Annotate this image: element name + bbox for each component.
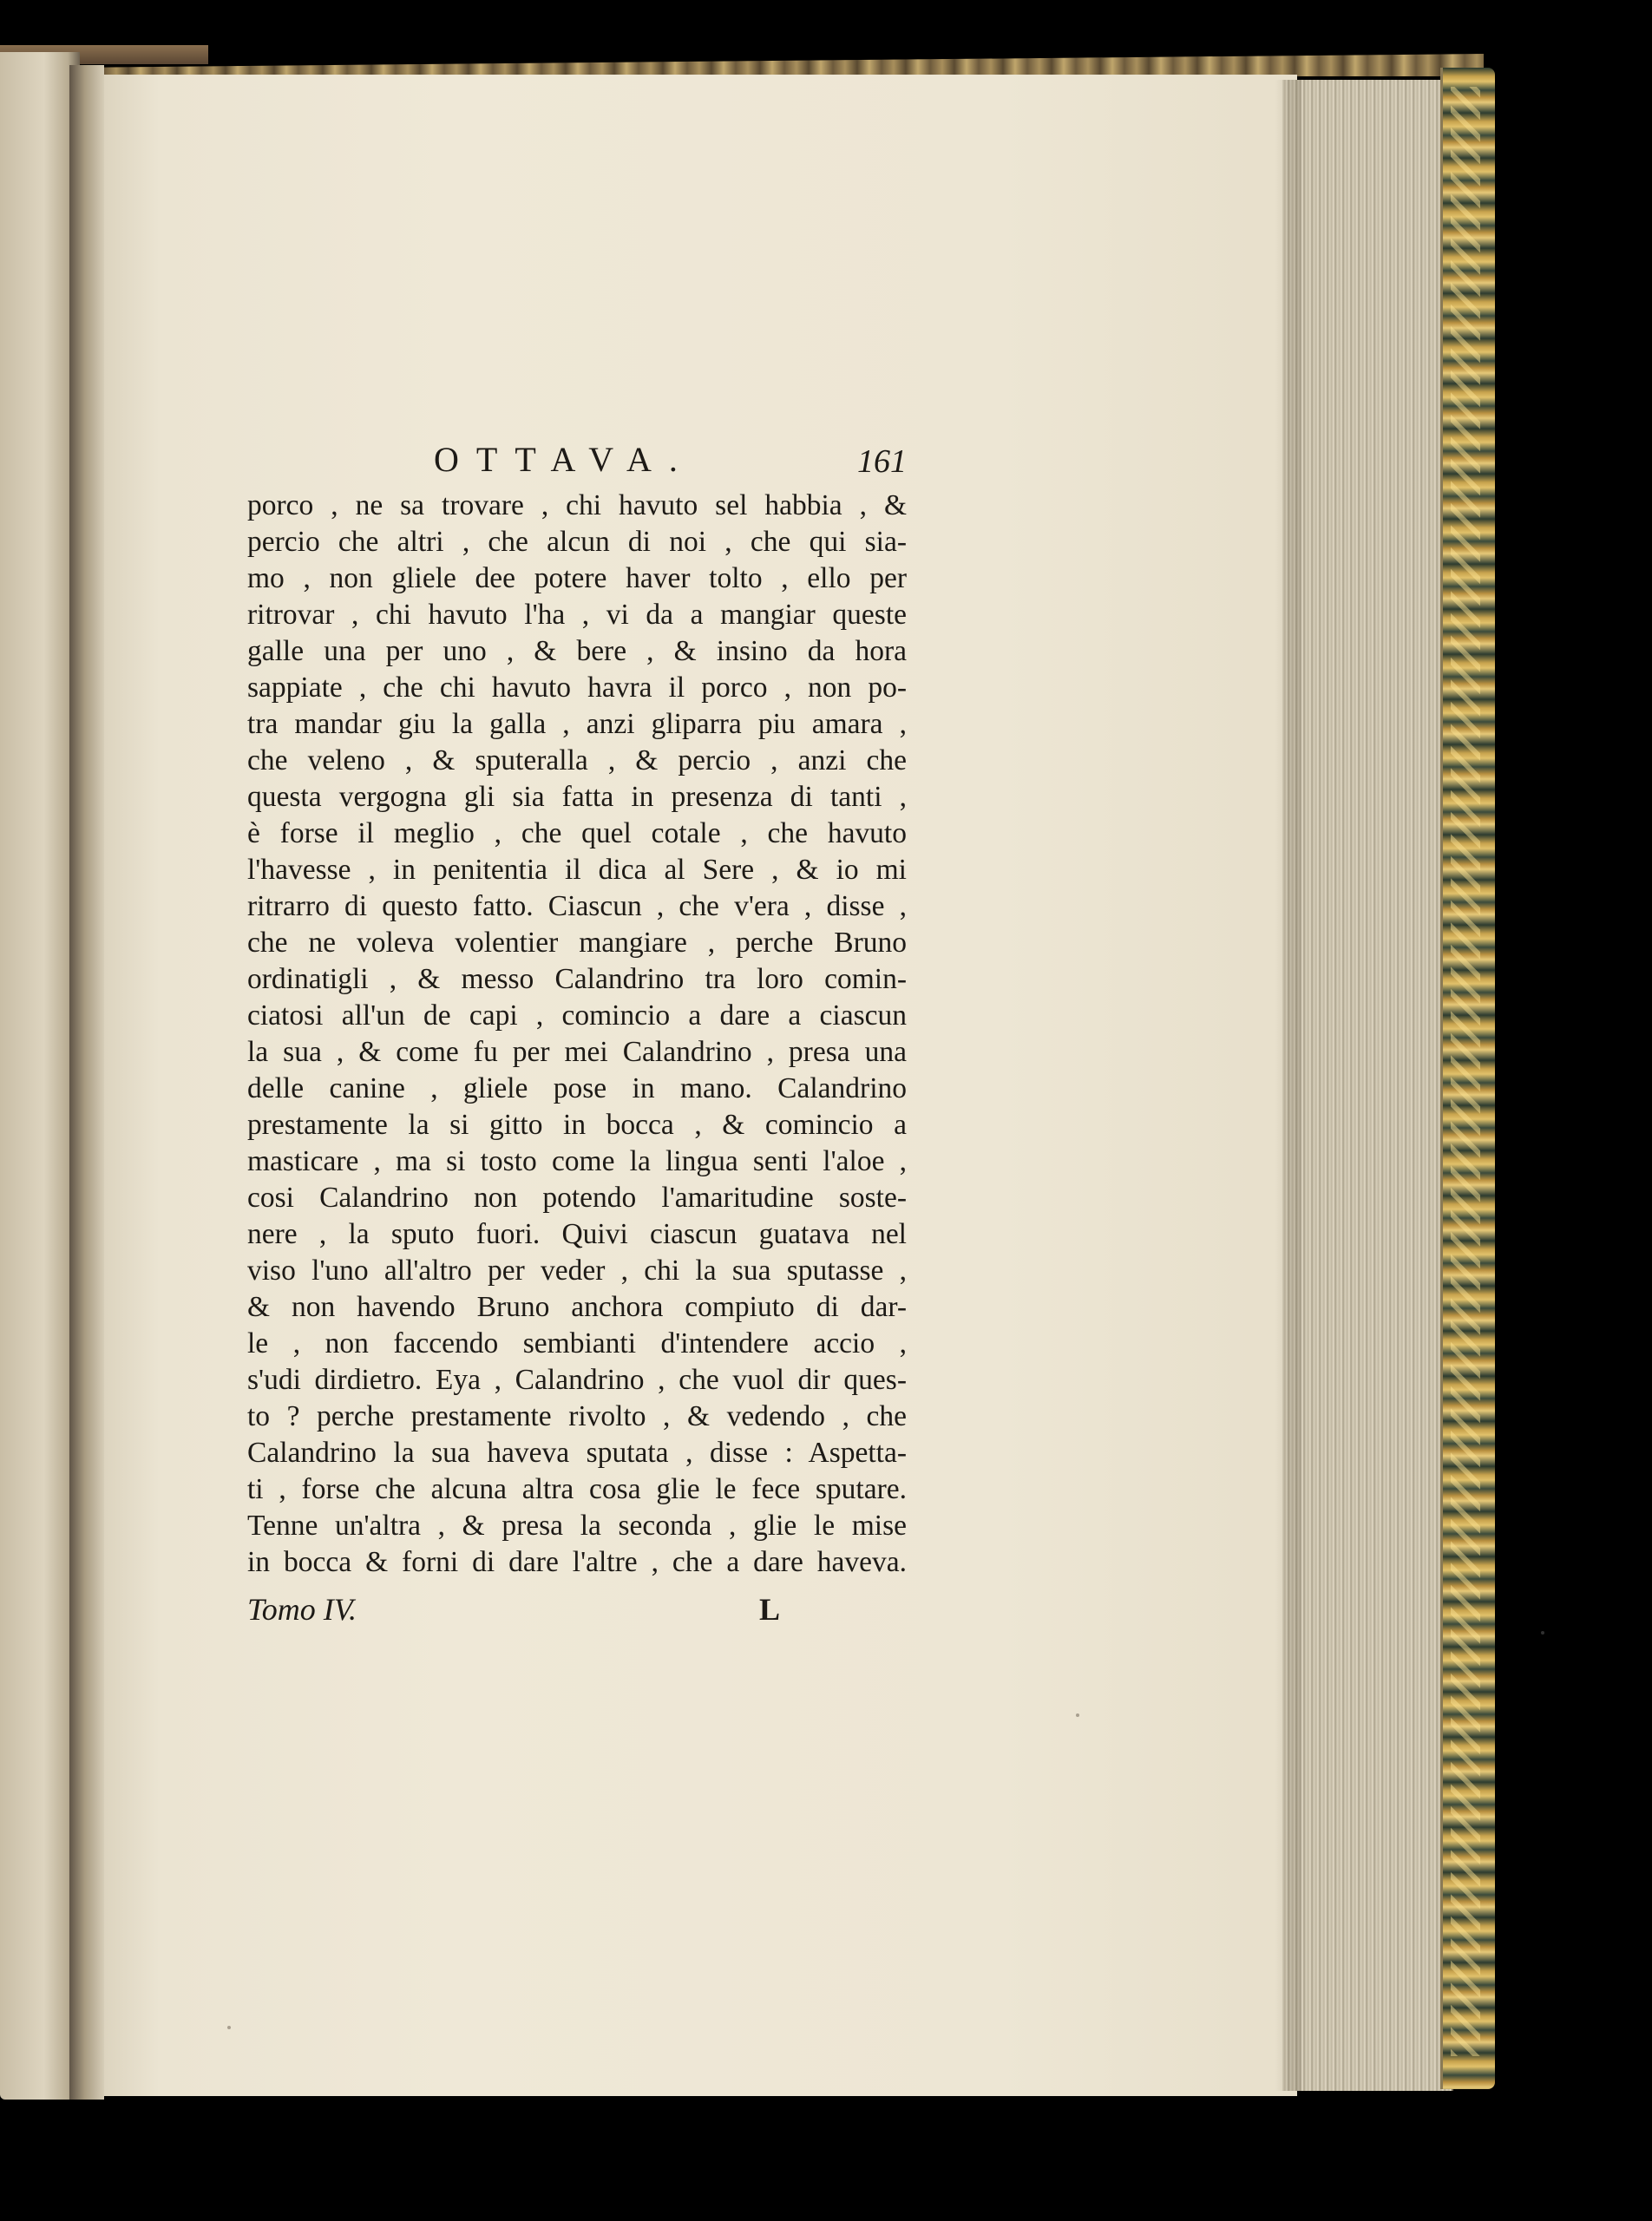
text-line: percio che altri , che alcun di noi , che qui sia- xyxy=(247,526,907,558)
text-line: Calandrino la sua haveva sputata , disse : Aspetta- xyxy=(247,1437,907,1469)
page-block-edge xyxy=(1282,80,1453,2091)
text-line: le , non faccendo sembianti d'intendere accio , xyxy=(247,1327,907,1359)
text-line: in bocca & forni di dare l'altre , che a dare haveva. xyxy=(247,1546,907,1578)
text-line: che veleno , & sputeralla , & percio , anzi che xyxy=(247,744,907,776)
left-facing-page xyxy=(0,52,80,2100)
dust-speck xyxy=(1541,1631,1544,1635)
text-line: viso l'uno all'altro per veder , chi la sua sputasse , xyxy=(247,1255,907,1287)
text-line: mo , non gliele dee potere haver tolto , ello per xyxy=(247,562,907,594)
running-head xyxy=(247,434,907,486)
paper-spot xyxy=(227,2026,231,2029)
text-line: questa vergogna gli sia fatta in presenza di tanti , xyxy=(247,781,907,813)
top-gilt-edge xyxy=(104,54,1484,76)
gilt-binding-pattern xyxy=(1451,87,1480,2056)
text-line: Tenne un'altra , & presa la seconda , glie le mise xyxy=(247,1510,907,1542)
text-block xyxy=(247,434,907,1631)
text-line: porco , ne sa trovare , chi havuto sel habbia , & xyxy=(247,489,907,521)
page-block-shadow xyxy=(1275,80,1301,2091)
text-line: che ne voleva volentier mangiare , perche Bruno xyxy=(247,927,907,959)
text-line: nere , la sputo fuori. Quivi ciascun guatava nel xyxy=(247,1218,907,1250)
page-number: 161 xyxy=(857,443,907,480)
text-line: la sua , & come fu per mei Calandrino , presa una xyxy=(247,1036,907,1068)
running-title: OTTAVA. xyxy=(434,440,695,479)
text-line: to ? perche prestamente rivolto , & vedendo , che xyxy=(247,1400,907,1432)
text-line: galle una per uno , & bere , & insino da hora xyxy=(247,635,907,667)
body-text xyxy=(247,488,907,1581)
text-line: ciatosi all'un de capi , comincio a dare a ciascun xyxy=(247,999,907,1032)
volume-signature: Tomo IV. xyxy=(247,1592,357,1627)
text-line: prestamente la si gitto in bocca , & comincio a xyxy=(247,1109,907,1141)
text-line: è forse il meglio , che quel cotale , che havuto xyxy=(247,817,907,849)
text-line: delle canine , gliele pose in mano. Calandrino xyxy=(247,1072,907,1104)
paper-spot xyxy=(1076,1713,1079,1717)
text-line: & non havendo Bruno anchora compiuto di dar- xyxy=(247,1291,907,1323)
text-line: s'udi dirdietro. Eya , Calandrino , che vuol dir ques- xyxy=(247,1364,907,1396)
text-line: tra mandar giu la galla , anzi gliparra piu amara , xyxy=(247,708,907,740)
text-line: cosi Calandrino non potendo l'amaritudine soste- xyxy=(247,1182,907,1214)
text-line: sappiate , che chi havuto havra il porco , non po- xyxy=(247,672,907,704)
text-line: masticare , ma si tosto come la lingua senti l'aloe , xyxy=(247,1145,907,1177)
book-gutter xyxy=(69,65,104,2100)
text-line: l'havesse , in penitentia il dica al Sere , & io mi xyxy=(247,854,907,886)
page-footer xyxy=(247,1588,907,1631)
gathering-signature: L xyxy=(759,1592,781,1627)
text-line: ordinatigli , & messo Calandrino tra loro comin- xyxy=(247,963,907,995)
text-line: ti , forse che alcuna altra cosa glie le fece sputare. xyxy=(247,1473,907,1505)
text-line: ritrarro di questo fatto. Ciascun , che v'era , disse , xyxy=(247,890,907,922)
text-line: ritrovar , chi havuto l'ha , vi da a mangiar queste xyxy=(247,599,907,631)
